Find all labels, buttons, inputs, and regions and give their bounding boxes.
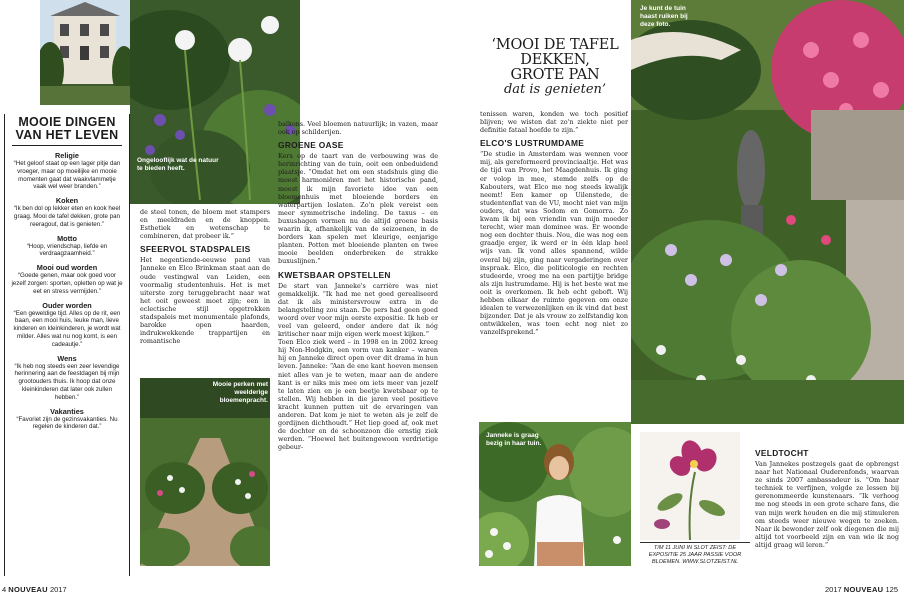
sidebar-title: MOOIE DINGEN VAN HET LEVEN	[15, 115, 119, 142]
exposition-box	[640, 542, 750, 573]
year: 2017	[825, 585, 842, 594]
house-photo	[40, 0, 130, 105]
top-right-caption: Je kunt de tuin haast ruiken bij deze foto.	[640, 5, 688, 28]
paragraph: tenissen waren, konden we toch positief blijven; we wisten dat zo'n ziekte niet per definitie fataal hoefde te zijn.”	[480, 110, 628, 135]
paragraph: “De studie in Amsterdam was wennen voor mij, als gereformeerd provinciaaltje. Het was de tijd van Provo, het Maagdenhuis. Ik ging er volop in mee, stemde zelfs op de Kabouters, wat Elco me nog steeds kwalijk neemt! Een kamer op Uilenstede, de studentenflat van de VU, mocht niet van mijn ouders, dat was Sodom en Gomorra. Zo kwam ik bij een vriendin van mijn moeder terecht, wier man dominee was. Er woonde nog een dochter thuis. Nou, die was nog een graadje erger, ik werd er in één klap heel wijs van. Ik vond alles spannend, wilde overal bij zijn, ging naar vergaderingen over inspraak. Elco, die politicologie en rechten studeerde, vroeg me na een partijtje bridge als zijn lustrumdame. Hij is het beste wat me ooit is overkomen. Ik heb echt geboft. Wij hebben elkaar de ruimte gegeven om onze idealen te verwezenlijken en ik vind dat best bijzonder. Dat je als vrouw zo zelfstandig kon ontwikkelen, was toen echt nog niet zo vanzelfsprekend.”	[480, 150, 628, 337]
sidebar-label: Vakanties	[50, 406, 84, 416]
section-heading: ELCO'S LUSTRUMDAME	[480, 138, 585, 149]
garden-caption: Mooie perken met weelderige bloemenpracht.	[212, 381, 268, 404]
sidebar-text: “Favoriet zijn de gezinsvakanties. Nu regelen de kinderen dat.”	[16, 415, 118, 431]
sidebar-text: “Een geweldige tijd. Alles op de rit, een baan, een mooi huis, leuke man, lieve kinderen en kleinkinderen, je wordt wat milder. Alles wat nu nog komt, is een cadeautje.”	[13, 309, 121, 348]
article-column-2	[278, 120, 438, 572]
sidebar-section	[5, 263, 129, 295]
sidebar-label: Mooi oud worden	[36, 263, 98, 273]
sidebar-text: “Ik ben dol op lekker eten en kook heel graag. Mooi de tafel dekken, grote pan reeragout, dat is genieten.”	[13, 205, 121, 228]
article-column-3	[480, 110, 628, 416]
sidebar-section	[5, 407, 129, 432]
sidebar-label: Ouder worden	[42, 300, 92, 310]
sidebar-section	[5, 234, 129, 259]
sidebar-label: Religie	[55, 151, 79, 160]
sidebar-label: Motto	[57, 233, 77, 243]
footer-right	[825, 585, 898, 594]
sidebar-label: Koken	[55, 196, 79, 206]
brand-name: NOUVEAU	[843, 585, 884, 594]
sidebar-section	[5, 196, 129, 228]
sidebar-section	[5, 354, 129, 402]
paragraph: balkons. Veel bloemen natuurlijk; in vazen, maar ook op schilderijen.	[278, 120, 438, 137]
sidebar-label: Wens	[57, 353, 77, 363]
year: 2017	[49, 585, 67, 594]
page-arrow-icon: 4	[2, 585, 7, 594]
paragraph: Het negentiende-eeuwse pand van Janneke en Elco Brinkman staat aan de oude vestingwal van Leiden, een voormalig studentenhuis. Het is met uiterste zorg teruggebracht naar wat het ooit geweest moet zijn; een in eclectische stijl opgetrokken stadspaleis met monumentale plafonds, barokke open haarden, indrukwekkende trappartijen en romantische	[140, 256, 270, 346]
janneke-caption: Janneke is graag bezig in haar tuin.	[486, 432, 542, 447]
sidebar-section	[5, 301, 129, 349]
section-heading: KWETSBAAR OPSTELLEN	[278, 269, 391, 280]
section-heading: GROENE OASE	[278, 140, 344, 151]
footer-left	[2, 585, 67, 594]
pull-quote-line: GROTE PAN	[510, 67, 600, 83]
pull-quote-line: dat is genieten’	[503, 82, 607, 97]
botanical-illustration	[640, 432, 740, 540]
paragraph: De start van Janneke's carrière was niet gemakkelijk. “Ik had me net goed gerealiseerd dat ik als ministersvrouw extra in de belangstelling zou staan. De pers had geen goed woord over voor mijn eerste expositie. Ik heb er veel van geleerd, onder andere dat ik nóg kritischer naar mijn eigen werk moest kijken.”	[278, 281, 438, 339]
section-heading: VELDTOCHT	[755, 448, 809, 458]
paragraph: Van Jannekes postzegels gaat de opbrengst naar het Nationaal Ouderenfonds, waarvan ze sinds 2007 ambassadeur is. “Om haar techniek te verfijnen, volgde ze lessen bij gerenommeerde kunstenaars. “Ik verhoog me nog steeds in een grote schare fans, die van mijn werk houden en die mij stimuleren om steeds weer nieuwe wegen te zoeken. Naar ik bewonder zelf ook diegenen die mij altijd tot voorbeeld zijn en van wie ik nog altijd graag wil leren.”	[755, 460, 899, 549]
paragraph: de steel tonen, de bloem met stampers en meeldraden en de knoppen. Esthetiek en wetenschap te combineren, dat probeer ik.”	[140, 208, 270, 241]
section-heading: SFEERVOL STADSPALEIS	[140, 244, 251, 255]
garden-statue-photo	[631, 0, 904, 424]
garden-photo	[140, 378, 270, 566]
article-column-1	[140, 208, 270, 376]
exposition-text: T/M 11 JUNI IN SLOT ZEIST: DE EXPOSITIE 25 JAAR PASSIE VOOR BLOEMEN. WWW.SLOTZEIST.NL	[648, 545, 742, 565]
flower-photo	[130, 0, 300, 204]
sidebar-text: “Het geloof staat op een lager pitje dan vroeger, maar op moeilijke en mooie momenten gaat dat waakvlammetje vaak wel weer branden.”	[13, 160, 121, 191]
brand-name: NOUVEAU	[8, 585, 48, 594]
pull-quote-line: ‘MOOI DE TAFEL	[491, 37, 619, 53]
sidebar-text: “Ik heb nog steeds een zeer levendige herinnering aan de feestdagen bij mijn grootouders thuis. Ik hoop dat onze kleinkinderen dat later ook zullen hebben.”	[14, 362, 120, 401]
page-number: 125	[885, 585, 898, 594]
paragraph: Kers op de taart van de verbouwing was de herinrichting van de tuin, ooit een onbeduidend plaatsje. “Omdat het om een stadshuis ging die moest harmoniëren met het historische pand, moest ik mijn favoriete idee van een bloemenhuis met bloeiende borders en waterpartijen loslaten. Zo'n plek vereist een meer symmetrische indeling. De taxus – en buxushagen vormen nu de altijd groene basis waarin ik, afhankelijk van de seizoenen, in de borders kan spelen met kleurige, eenjarige planten. Potten met bloeiende planten en twee mooie beelden onderbreken de strakke buxuslijnen.”	[278, 152, 438, 266]
pull-quote	[480, 38, 630, 97]
paragraph: Toen Elco ziek werd – in 1998 en in 2002 kreeg hij Non-Hodgkin, een vorm van kanker – waren hij en Janneke direct open over dit drama in hun leven. Janneke: “Aan de ene kant hoeven mensen niet alles van je te weten, maar aan de andere kant is er niks mis mee om iets meer van jezelf te laten zien en je een beetje kwetsbaar op te stellen. Wij hebben in die jaren veel positieve kracht kunnen putten uit de ervaringen van anderen. Dat kom je niet te weten als je zelf de gordijnen dichthoudt.” Het liep goed af, ook met de dochter en de schoonzoon die ernstig ziek werden. “Hoewel het buitengewoon verdrietige gebeur-	[278, 338, 438, 452]
sidebar-text: “Goede genen, maar ook goed voor jezelf zorgen: sporten, opletten op wat je eet en stress vermijden.”	[11, 272, 123, 295]
sidebar-text: “Hoop, vriendschap, liefde en verdraagzaamheid.”	[26, 242, 108, 258]
sidebar-section	[5, 151, 129, 191]
sidebar-rule	[12, 145, 122, 146]
mooie-dingen-sidebar	[4, 114, 130, 576]
article-column-4	[755, 444, 899, 574]
pull-quote-line: DEKKEN,	[520, 52, 590, 68]
flower-caption: Ongelooflijk wat de natuur te bieden heeft.	[137, 157, 219, 172]
